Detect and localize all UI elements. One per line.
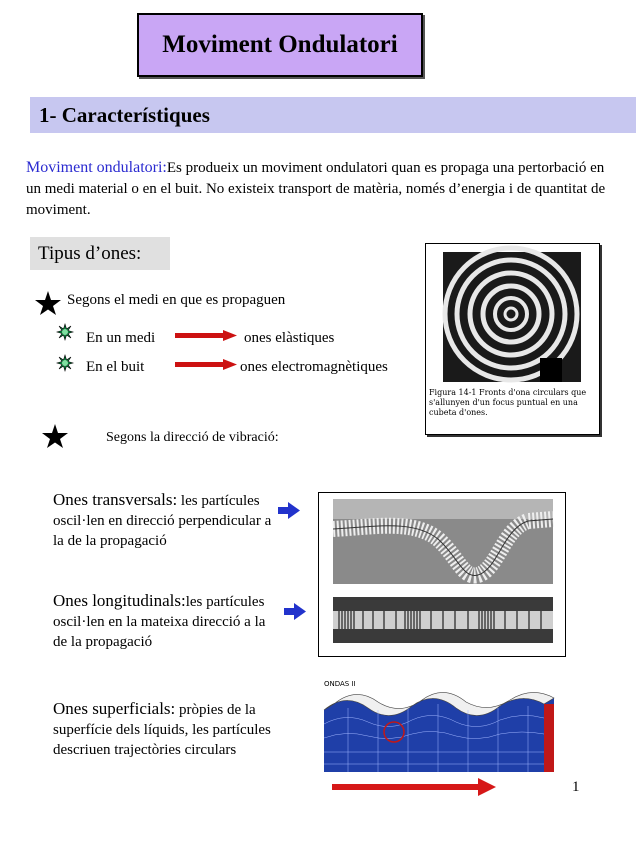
intro-term: Moviment ondulatori:: [26, 159, 167, 176]
superficial-text: [53, 699, 278, 760]
transversal-term: Ones transversals:: [53, 490, 178, 509]
medium-row-right: ones elàstiques: [244, 330, 335, 346]
slinky-figure: [318, 492, 566, 657]
types-heading: Tipus d’ones:: [30, 237, 170, 270]
medium-row-left: En el buit: [86, 359, 145, 375]
circular-waves-figure: [425, 243, 600, 435]
longitudinal-slinky-photo: [333, 597, 553, 643]
transversal-text: [53, 490, 273, 551]
direction-label: Segons la direcció de vibració:: [106, 430, 279, 445]
page-title: [137, 13, 423, 77]
blue-arrow-icon: [278, 502, 300, 519]
waves-diagram-label: ONDAS II: [324, 680, 356, 688]
medium-row-left: En un medi: [86, 330, 156, 346]
arrow-right-icon: [175, 330, 237, 342]
star-icon: [42, 424, 68, 448]
page-title-text: Moviment Ondulatori: [162, 31, 398, 58]
transversal-desc: les partícules oscil·len en direcció perpendicular a la de la propagació: [53, 493, 272, 549]
medium-row-right: ones electromagnètiques: [240, 359, 388, 375]
page-number: 1: [572, 779, 580, 795]
longitudinal-text: [53, 591, 278, 652]
intro-text: Es produeix un moviment ondulatori quan es propaga una pertorbació en un medi material o en el buit. No existeix transport de matèria, només d’energia i de quantitat de moviment.: [26, 160, 606, 218]
intro-paragraph: [26, 157, 606, 221]
star-icon: [35, 291, 61, 315]
superficial-desc: pròpies de la superfície dels líquids, les partícules descriuen trajectòries circulars: [53, 702, 271, 758]
superficial-term: Ones superficials:: [53, 699, 176, 718]
section-header: 1- Característiques: [30, 97, 636, 133]
medium-label: Segons el medi en que es propaguen: [67, 292, 286, 308]
longitudinal-term: Ones longitudinals:: [53, 591, 186, 610]
burst-bullet-icon: [57, 324, 73, 340]
blue-arrow-icon: [284, 603, 306, 620]
transverse-slinky-photo: [333, 499, 553, 584]
arrow-right-icon: [175, 359, 237, 371]
burst-bullet-icon: [57, 355, 73, 371]
surface-waves-diagram: [318, 674, 568, 800]
longitudinal-desc: les partícules oscil·len en la mateixa direcció a la de la propagació: [53, 594, 266, 650]
figure-caption: Figura 14-1 Fronts d'ona circulars que s'allunyen d'un focus puntual en una cubeta d'ones.: [429, 388, 587, 417]
circular-waves-photo: [443, 252, 581, 382]
